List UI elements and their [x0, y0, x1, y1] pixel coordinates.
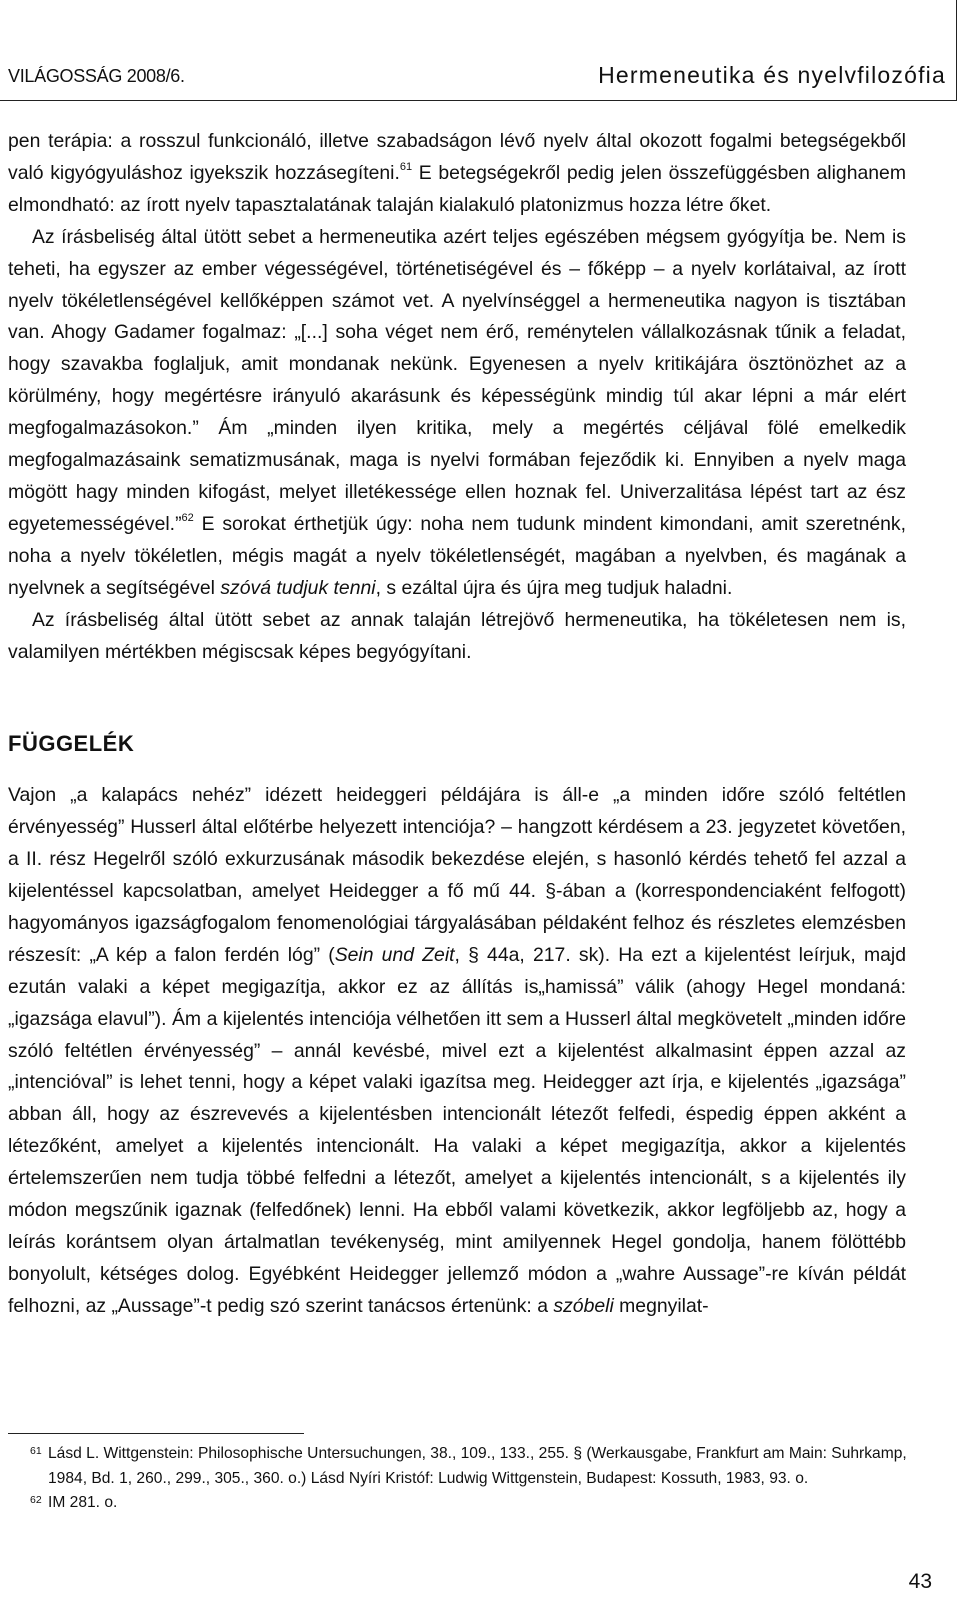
journal-issue: VILÁGOSSÁG 2008/6.: [8, 66, 185, 86]
footnote-rule: [8, 1433, 304, 1434]
header-vertical-rule: [956, 0, 957, 101]
header-rule: [0, 100, 956, 101]
footnote-ref-61: 61: [399, 161, 413, 174]
section-heading: FÜGGELÉK: [8, 731, 135, 757]
footnotes: [8, 1442, 908, 1516]
section-title: Hermeneutika és nyelvfilozófia: [598, 62, 946, 88]
footnote-text: Lásd L. Wittgenstein: Philosophische Untersuchungen, 38., 109., 133., 255. § (Werkausgabe, Frankfurt am Main: Suhrkamp, 1984, Bd. 1, 260., 299., 305., 360. o.) Lásd Nyíri Kristóf: Ludwig Wittgenstein, Budapest: Kossuth, 1983, 93. o.: [48, 1445, 907, 1487]
footnote-number: 61: [30, 1445, 42, 1457]
paragraph-4: Vajon „a kalapács nehéz” idézett heideggeri példájára is áll-e „a minden időre szóló feltétlen érvényesség” Husserl által előtérbe helyezett intenciója? – hangzott kérdésem a 23. jegyzetet követően, a II. rész Hegelről szóló exkurzusának második bekezdése elején, s hasonló kérdés tehető fel azzal a kijelentéssel kapcsolatban, amelyet Heidegger a fő mű 44. §-ában a (korrespondenciaként felfogott) hagyományos igazságfogalom fenomenológiai tárgyalásában példaként felhoz és részletes elemzésben részesít: „A kép a falon ferdén lóg” (Sein und Zeit, § 44a, 217. sk). Ha ezt a kijelentést leírjuk, majd ezután valaki a képet megigazítja, akkor ez az állítás is„hamissá” válik (ahogy Hegel mondaná: „igazsága elavul”). Ám a kijelentés intenciója vélhetően itt sem a Husserl által megkövetelt „minden időre szóló feltétlen érvényesség” – annál kevésbé, mivel ezt a kijelentést alkalmasint éppen azzal az „intencióval” is lehet tenni, hogy a képet valaki igazítsa meg. Heidegger azt írja, e kijelentés „igazsága” abban áll, hogy az észrevevés a kijelentésben intencionált létezőt felfedi, éspedig éppen akként a létezőként, amelyet a kijelentés intencionált. Ha valaki a képet megigazítja, akkor a kijelentés értelemszerűen nem tudja többé felfedni a létezőt, amelyet a kijelentés intencionált, s a kijelentés ily módon megszűnik igaznak (felfedőnek) lenni. Ha ebből valami következik, akkor legföljebb az, hogy a leírás korántsem olyan ártalmatlan tevékenység, mint amilyennek Hegel gondolja, hanem fölöttébb bonyolult, kétséges dolog. Egyébként Heidegger jellemző módon a „wahre Aussage”-re kíván példát felhozni, az „Aussage”-t pedig szó szerint tanácsos értenünk: a szóbeli megnyilat-: [8, 784, 906, 1317]
paragraph-1: pen terápia: a rosszul funkcionáló, illetve szabadságon lévő nyelv által okozott fogalmi betegségekből való kigyógyuláshoz igyekszik hozzásegíteni.$^{61}$ E betegségekről pedig jelen összefüggésben alighanem elmondható: az írott nyelv tapasztalatának talaján kialakuló platonizmus hozza létre őket.: [8, 130, 906, 216]
paragraph-3: Az írásbeliség által ütött sebet az annak talaján létrejövő hermeneutika, ha tökéletesen nem is, valamilyen mértékben mégiscsak képes begyógyítani.: [8, 608, 906, 663]
running-header: [0, 0, 960, 102]
footnote-text: IM 281. o.: [48, 1494, 118, 1511]
footnote-62: [8, 1491, 908, 1516]
main-text: [8, 126, 906, 1323]
paragraph-2: Az írásbeliség által ütött sebet a hermeneutika azért teljes egészében mégsem gyógyítja be. Nem is teheti, ha egyszer az ember végességével, történetiségével és – főképp – a nyelv korlátaival, az írott nyelv tökéletlenségével kellőképpen számot vet. A nyelvínséggel a hermeneutika nagyon is tisztában van. Ahogy Gadamer fogalmaz: „[...] soha véget nem érő, reménytelen vállalkozásnak tűnik a feladat, hogy szavakba foglaljuk, amit mondanak nekünk. Egyenesen a nyelv kritikájára ösztönözhet az a körülmény, hogy megértésre irányuló akarásunk és képességünk mindig túl akar lépni a már elért megfogalmazásokon.” Ám „minden ilyen kritika, mely a megértés céljával fölé emelkedik megfogalmazásaink sematizmusának, maga is nyelvi formában fejeződik ki. Ennyiben a nyelv maga mögött hagy minden kifogást, melyet illetékessége ellen hoznak fel. Univerzalitása lépést tart az ész egyetemességével.”$^{62}$ E sorokat érthetjük úgy: noha nem tudunk mindent kimondani, amit szeretnénk, noha a nyelv tökéletlen, mégis magát a nyelv tökéletlenségét, magában a nyelvben, és magának a nyelvnek a segítségével szóvá tudjuk tenni, s ezáltal újra és újra meg tudjuk haladni.: [8, 225, 906, 599]
footnote-61: [8, 1442, 908, 1491]
footnote-number: 62: [30, 1494, 42, 1506]
footnote-ref-62: 62: [181, 512, 194, 525]
page-number: 43: [908, 1570, 932, 1593]
